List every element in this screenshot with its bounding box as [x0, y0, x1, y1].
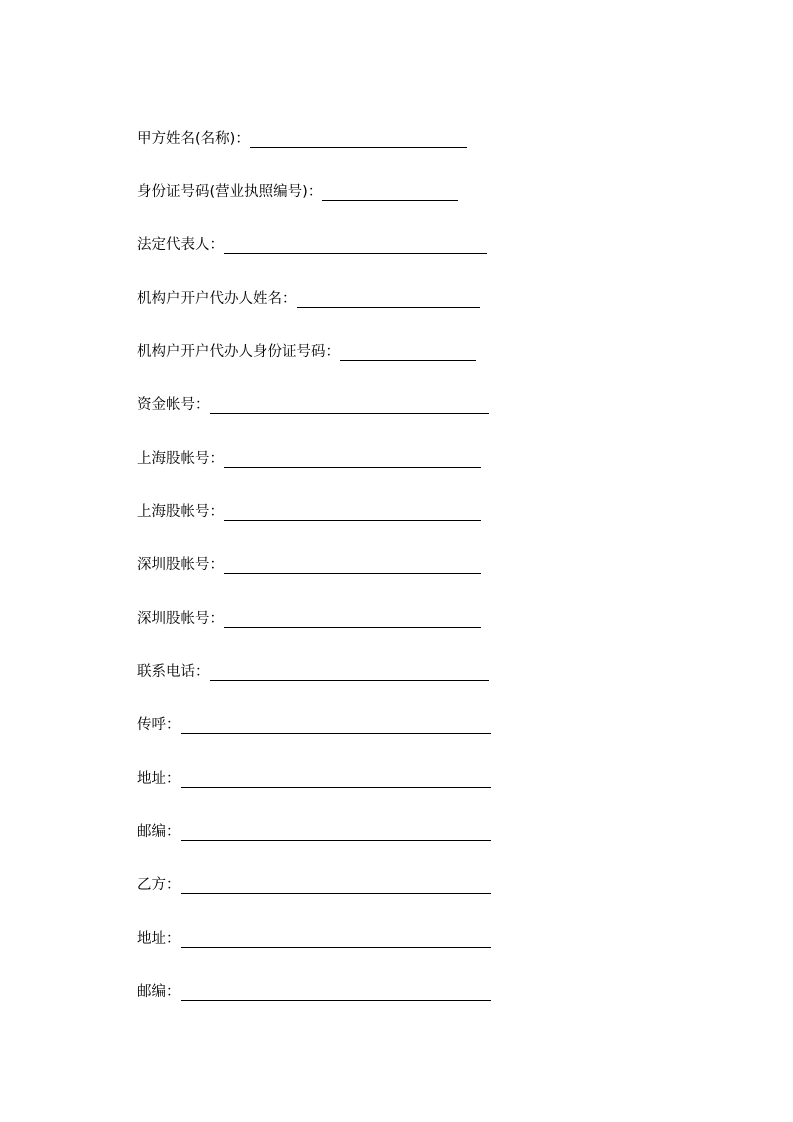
field-label: 机构户开户代办人身份证号码：: [137, 344, 340, 360]
field-label: 地址：: [137, 931, 181, 947]
field-label: 深圳股帐号：: [137, 557, 224, 573]
field-label: 深圳股帐号：: [137, 611, 224, 627]
shenzhen-account-field: [137, 553, 481, 577]
legal-representative-field: [137, 233, 487, 257]
fill-in-line[interactable]: [181, 787, 491, 788]
field-label: 身份证号码(营业执照编号)：: [137, 184, 323, 200]
fill-in-line[interactable]: [322, 200, 458, 201]
agent-id-number-field: [137, 340, 476, 364]
postcode-field: [137, 820, 491, 844]
field-label: 资金帐号：: [137, 397, 210, 413]
fill-in-line[interactable]: [224, 627, 481, 628]
shenzhen-account-field: [137, 607, 481, 631]
pager-field: [137, 713, 491, 737]
address-field: [137, 767, 491, 791]
field-label: 传呼：: [137, 717, 181, 733]
field-label: 上海股帐号：: [137, 504, 224, 520]
fill-in-line[interactable]: [210, 680, 489, 681]
party-a-name-field: [137, 127, 467, 151]
fill-in-line[interactable]: [224, 467, 481, 468]
fill-in-line[interactable]: [181, 947, 491, 948]
fund-account-field: [137, 393, 489, 417]
fill-in-line[interactable]: [250, 147, 467, 148]
fill-in-line[interactable]: [224, 573, 481, 574]
agent-name-field: [137, 287, 480, 311]
party-b-field: [137, 873, 491, 897]
field-label: 甲方姓名(名称)：: [137, 131, 250, 147]
fill-in-line[interactable]: [181, 893, 491, 894]
fill-in-line[interactable]: [340, 360, 476, 361]
fill-in-line[interactable]: [181, 733, 491, 734]
fill-in-line[interactable]: [297, 307, 480, 308]
shanghai-account-field: [137, 447, 481, 471]
field-label: 联系电话：: [137, 664, 210, 680]
shanghai-account-field: [137, 500, 481, 524]
fill-in-line[interactable]: [224, 520, 481, 521]
field-label: 乙方：: [137, 877, 181, 893]
address-field: [137, 927, 491, 951]
field-label: 机构户开户代办人姓名：: [137, 291, 297, 307]
fill-in-line[interactable]: [181, 1000, 491, 1001]
field-label: 邮编：: [137, 984, 181, 1000]
fill-in-line[interactable]: [181, 840, 491, 841]
field-label: 地址：: [137, 771, 181, 787]
id-number-field: [137, 180, 458, 204]
postcode-field: [137, 980, 491, 1004]
fill-in-line[interactable]: [224, 253, 487, 254]
field-label: 上海股帐号：: [137, 451, 224, 467]
field-label: 邮编：: [137, 824, 181, 840]
fill-in-line[interactable]: [210, 413, 489, 414]
field-label: 法定代表人：: [137, 237, 224, 253]
phone-field: [137, 660, 489, 684]
